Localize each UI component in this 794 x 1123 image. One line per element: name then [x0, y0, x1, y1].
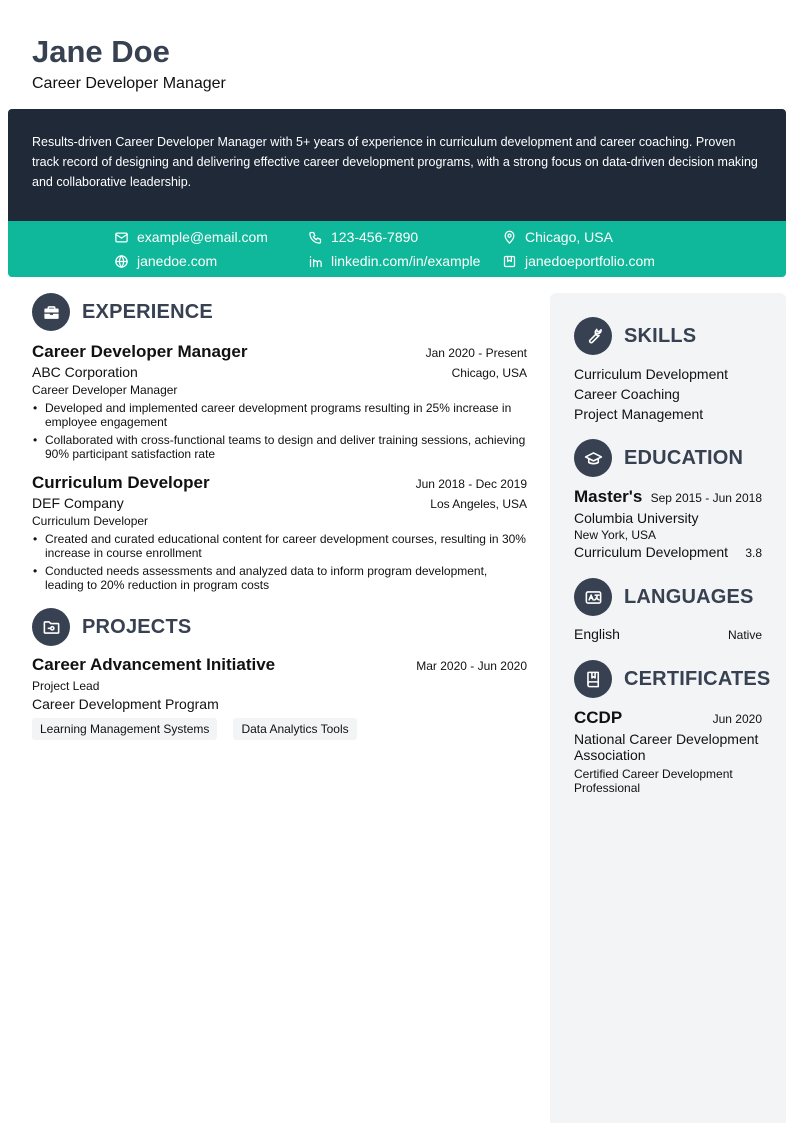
candidate-title: Career Developer Manager — [32, 75, 226, 92]
wrench-icon — [574, 317, 612, 355]
bullet-item: • Developed and implemented career development programs resulting in 25% increase in employee engagement — [32, 401, 527, 429]
certificates-section — [574, 660, 771, 795]
skills-section — [574, 317, 762, 424]
contact-email[interactable] — [114, 229, 268, 245]
skill-item: Project Management — [574, 406, 704, 422]
main-column — [32, 293, 527, 740]
globe-icon — [114, 254, 129, 269]
project-tag: Data Analytics Tools — [233, 718, 356, 740]
experience-entry — [32, 342, 527, 461]
project-entry — [32, 655, 527, 740]
contact-location — [502, 229, 613, 245]
projects-header — [32, 608, 527, 646]
education-location: New York, USA — [574, 528, 657, 542]
language-item — [574, 626, 762, 642]
certificates-title: CERTIFICATES — [624, 667, 771, 690]
experience-job-title: Career Developer Manager — [32, 342, 248, 361]
book-icon — [574, 660, 612, 698]
experience-company: ABC Corporation — [32, 364, 138, 380]
experience-company: DEF Company — [32, 495, 124, 511]
contact-portfolio[interactable] — [502, 253, 655, 269]
skill-item: Career Coaching — [574, 386, 680, 402]
contact-portfolio-text: janedoeportfolio.com — [525, 253, 655, 269]
experience-bullets — [32, 532, 527, 592]
contact-location-text: Chicago, USA — [525, 229, 613, 245]
skills-header — [574, 317, 762, 355]
contact-website[interactable] — [114, 253, 217, 269]
linkedin-icon — [308, 254, 323, 269]
contact-phone-text: 123-456-7890 — [331, 229, 419, 245]
contact-linkedin[interactable] — [308, 253, 480, 269]
projects-title: PROJECTS — [82, 615, 192, 638]
briefcase-icon — [32, 293, 70, 331]
experience-location: Chicago, USA — [451, 366, 527, 380]
certificates-header — [574, 660, 771, 698]
experience-title: EXPERIENCE — [82, 300, 213, 323]
contact-linkedin-text: linkedin.com/in/example — [331, 253, 481, 269]
skill-item: Curriculum Development — [574, 366, 729, 382]
certificate-name: CCDP — [574, 708, 623, 727]
project-tags — [32, 718, 527, 740]
education-section — [574, 439, 762, 560]
education-title: EDUCATION — [624, 446, 744, 469]
bullet-item: • Created and curated educational content for career development courses, resulting in 30% increase in course enrollment — [32, 532, 527, 560]
experience-entry — [32, 473, 527, 592]
experience-role: Career Developer Manager — [32, 383, 178, 397]
experience-date: Jan 2020 - Present — [425, 346, 527, 360]
experience-bullets — [32, 401, 527, 461]
skills-title: SKILLS — [624, 324, 697, 347]
contact-phone[interactable] — [308, 229, 418, 245]
project-tag: Learning Management Systems — [32, 718, 217, 740]
certificate-date: Jun 2020 — [712, 712, 762, 726]
graduation-cap-icon — [574, 439, 612, 477]
sidebar — [550, 293, 786, 1123]
language-name: English — [574, 626, 620, 642]
summary-section — [8, 109, 786, 221]
phone-icon — [308, 230, 323, 245]
certificate-description: Certified Career Development Professional — [574, 767, 733, 795]
summary-text: Results-driven Career Developer Manager with 5+ years of experience in curriculum development and career coaching. Proven track record of designing and delivering effective career development programs, with a strong focus on data-driven decision making and collaborative leadership. — [32, 135, 758, 189]
translate-icon — [574, 578, 612, 616]
contact-bar — [8, 221, 786, 277]
candidate-name: Jane Doe — [32, 34, 170, 69]
languages-section — [574, 578, 762, 642]
mail-icon — [114, 230, 129, 245]
education-school: Columbia University — [574, 510, 699, 526]
languages-header — [574, 578, 762, 616]
education-degree: Master's — [574, 487, 643, 506]
experience-location: Los Angeles, USA — [430, 497, 527, 511]
map-pin-icon — [502, 230, 517, 245]
contact-website-text: janedoe.com — [137, 253, 218, 269]
project-program: Career Development Program — [32, 696, 219, 712]
education-header — [574, 439, 762, 477]
education-date: Sep 2015 - Jun 2018 — [650, 491, 762, 505]
experience-date: Jun 2018 - Dec 2019 — [415, 477, 527, 491]
project-date: Mar 2020 - Jun 2020 — [416, 659, 527, 673]
portfolio-icon — [502, 254, 517, 269]
education-field: Curriculum Development — [574, 544, 729, 560]
skills-list — [574, 364, 762, 424]
resume-header — [32, 34, 226, 93]
experience-job-title: Curriculum Developer — [32, 473, 210, 492]
certificate-issuer: National Career Development Association — [574, 731, 759, 763]
experience-header — [32, 293, 527, 331]
project-role: Project Lead — [32, 679, 100, 693]
project-title: Career Advancement Initiative — [32, 655, 276, 674]
bullet-item: • Conducted needs assessments and analyzed data to inform program development, leading to 20% reduction in program costs — [32, 564, 527, 592]
education-gpa: 3.8 — [745, 546, 762, 560]
contact-email-text: example@email.com — [137, 229, 268, 245]
languages-title: LANGUAGES — [624, 585, 754, 608]
bullet-item: • Collaborated with cross-functional teams to design and deliver training sessions, achieving 90% participant satisfaction rate — [32, 433, 527, 461]
folder-icon — [32, 608, 70, 646]
experience-role: Curriculum Developer — [32, 514, 149, 528]
language-level: Native — [727, 628, 762, 642]
